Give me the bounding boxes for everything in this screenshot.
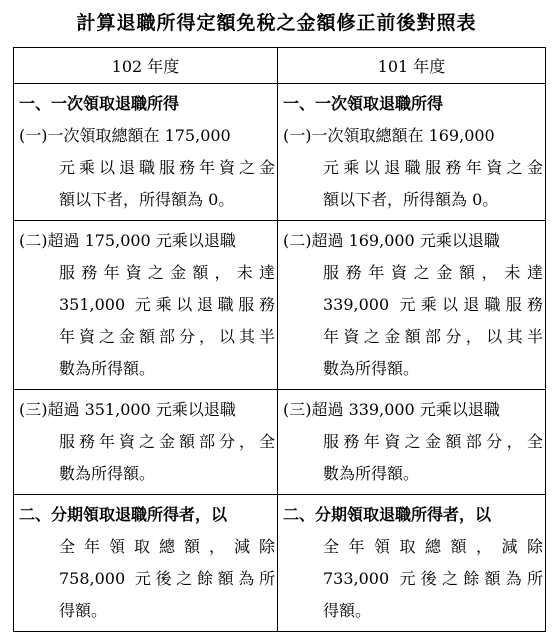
item-text-line: (三)超過 339,000 元乘以退職 — [283, 400, 500, 419]
cell-102-item2 — [14, 221, 278, 390]
item-text-line: 數為所得額。 — [59, 359, 156, 378]
cell-102-section2 — [14, 495, 278, 632]
cell-101-item3 — [278, 390, 546, 495]
comparison-table — [13, 47, 546, 632]
table-row — [14, 495, 546, 632]
item-text-line: 數為所得額。 — [59, 464, 156, 483]
item-text-line: (一)一次領取總額在 175,000 — [19, 126, 231, 145]
column-header-101: 101 年度 — [278, 48, 546, 84]
table-row — [14, 221, 546, 390]
item-text-line: 全年領取總額，減除 — [59, 537, 275, 556]
item-text-line: 額以下者，所得額為 0。 — [59, 190, 235, 209]
cell-101-item2 — [278, 221, 546, 390]
item-text-line: 服務年資之金額部分，全 — [59, 432, 275, 451]
item-text-line: 得額。 — [59, 601, 108, 620]
item-text-line: 服務年資之金額，未達 — [323, 263, 543, 282]
item-text-line: (三)超過 351,000 元乘以退職 — [19, 400, 236, 419]
item-text-line: 全年領取總額，減除 — [323, 537, 543, 556]
column-header-102: 102 年度 — [14, 48, 278, 84]
item-text-line: 數為所得額。 — [323, 359, 420, 378]
item-text-line: 服務年資之金額，未達 — [59, 263, 275, 282]
item-text-line: 服務年資之金額部分，全 — [323, 432, 543, 451]
item-text-line: 351,000 元乘以退職服務 — [59, 295, 275, 314]
item-text-line: 額以下者，所得額為 0。 — [323, 190, 499, 209]
section2-heading: 二、分期領取退職所得者，以 — [19, 505, 228, 524]
table-header-row — [14, 48, 546, 84]
item-text-line: (二)超過 175,000 元乘以退職 — [19, 231, 236, 250]
item-text-line: 758,000 元後之餘額為所 — [59, 569, 275, 588]
item-text-line: 數為所得額。 — [323, 464, 420, 483]
item-text-line: 年資之金額部分，以其半 — [323, 327, 543, 346]
item-text-line: (二)超過 169,000 元乘以退職 — [283, 231, 500, 250]
item-text-line: 339,000 元乘以退職服務 — [323, 295, 543, 314]
item-text-line: (一)一次領取總額在 169,000 — [283, 126, 495, 145]
item-text-line: 733,000 元後之餘額為所 — [323, 569, 543, 588]
section2-heading: 二、分期領取退職所得者，以 — [283, 505, 492, 524]
item-text-line: 得額。 — [323, 601, 372, 620]
cell-101-section2 — [278, 495, 546, 632]
item-text-line: 元乘以退職服務年資之金 — [59, 158, 275, 177]
item-text-line: 元乘以退職服務年資之金 — [323, 158, 543, 177]
cell-102-item1 — [14, 84, 278, 221]
item-text-line: 年資之金額部分，以其半 — [59, 327, 275, 346]
cell-101-item1 — [278, 84, 546, 221]
table-row — [14, 390, 546, 495]
cell-102-item3 — [14, 390, 278, 495]
section1-heading: 一、一次領取退職所得 — [283, 94, 444, 113]
page-title: 計算退職所得定額免稅之金額修正前後對照表 — [76, 12, 477, 34]
table-row — [14, 84, 546, 221]
section1-heading: 一、一次領取退職所得 — [19, 94, 180, 113]
